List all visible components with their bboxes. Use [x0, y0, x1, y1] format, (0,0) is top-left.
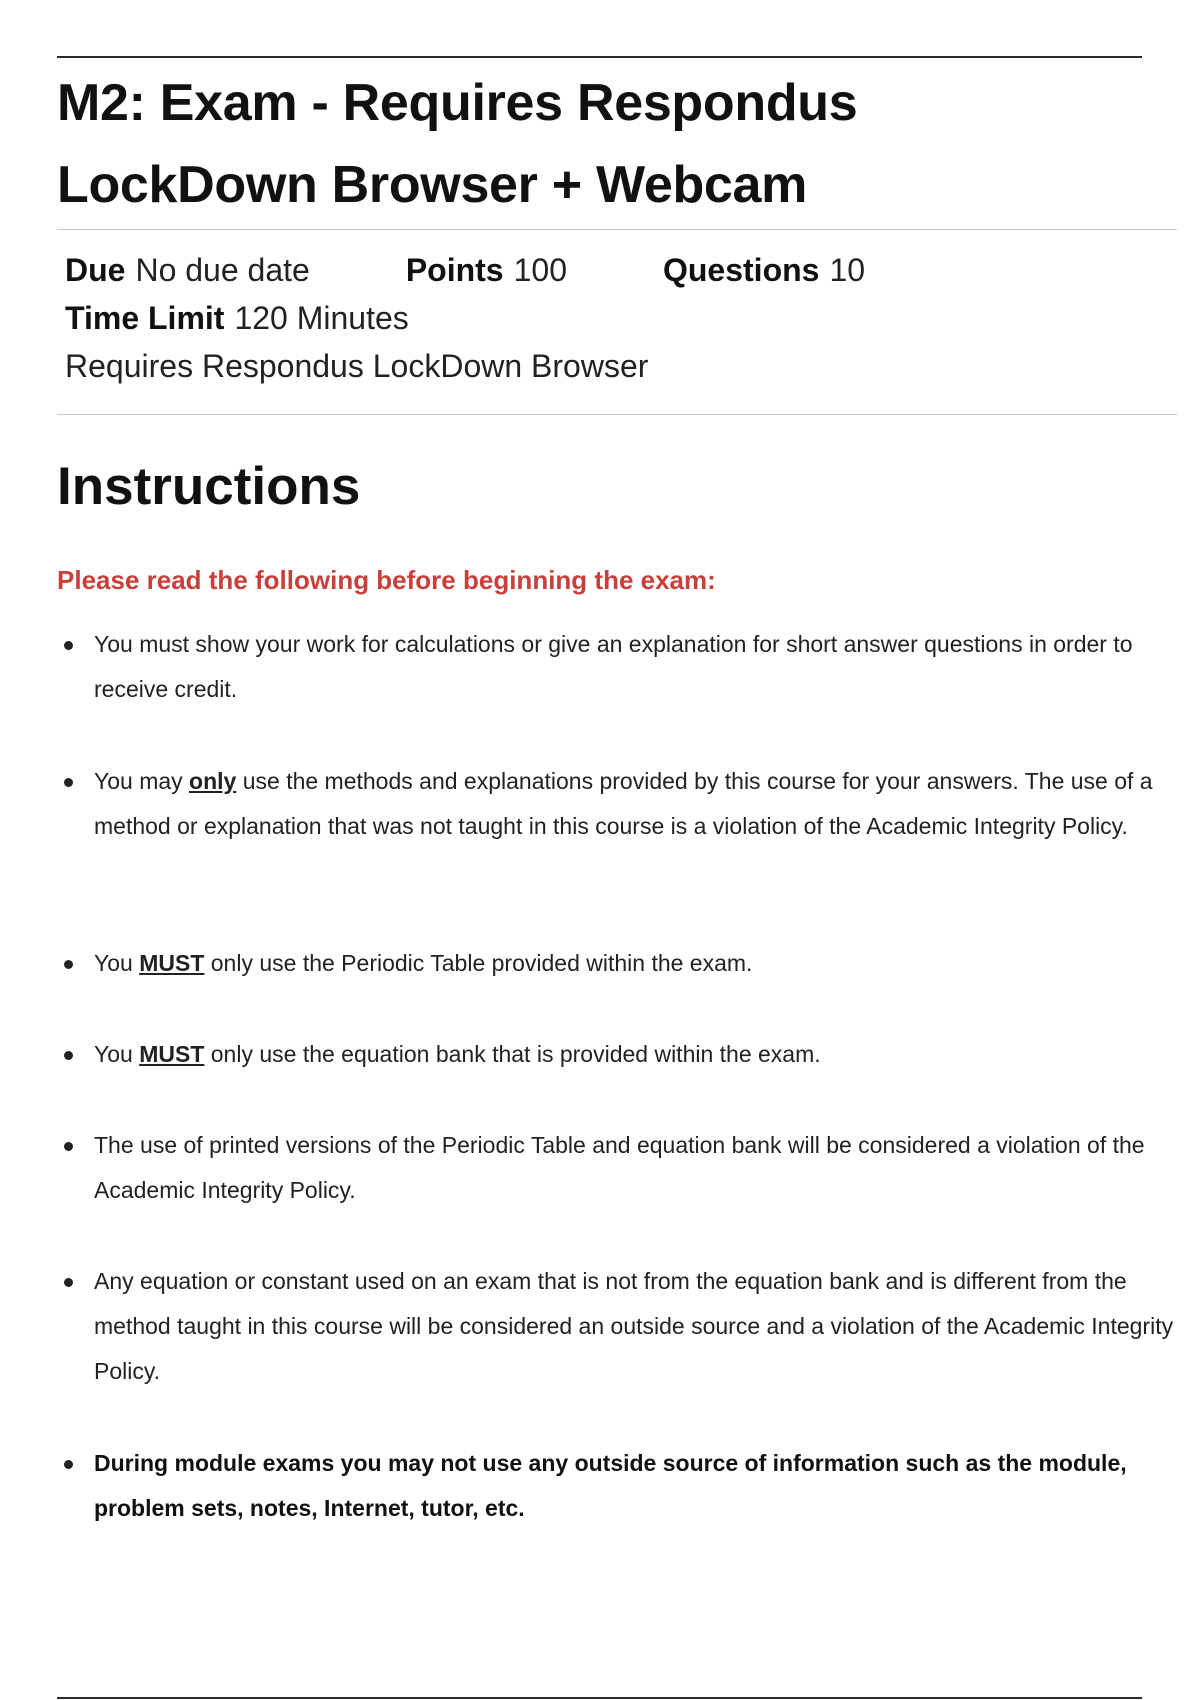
list-item [57, 941, 1177, 986]
list-item-text: You must show your work for calculations or give an explanation for short answer questions in order to receive credit. [94, 631, 1133, 702]
questions-detail [663, 246, 865, 294]
time-limit-detail [65, 294, 409, 342]
emphasis-must: MUST [139, 1041, 205, 1067]
points-label: Points [405, 252, 504, 288]
list-item-text: Any equation or constant used on an exam that is not from the equation bank and is different from the method taught in this course will be considered an outside source and a violation of the Academic Integrity Policy. [94, 1268, 1174, 1384]
details-divider [57, 414, 1177, 415]
title-divider [57, 229, 1177, 230]
top-divider [57, 56, 1142, 58]
bullet-icon [64, 1460, 73, 1469]
list-item [57, 1032, 1177, 1077]
list-item-text: You may only use the methods and explanations provided by this course for your answers. The use of a method or explanation that was not taught in this course is a violation of the Academic Integrity Policy. [94, 768, 1153, 839]
instructions-intro: Please read the following before beginning the exam: [57, 565, 716, 595]
questions-label: Questions [662, 252, 820, 288]
details-row-1 [65, 246, 865, 294]
list-item [57, 622, 1177, 712]
instructions-heading: Instructions [57, 457, 361, 516]
details-row-3 [65, 342, 865, 390]
quiz-page [57, 0, 1177, 1700]
bottom-divider [57, 1697, 1142, 1699]
list-item-text: You MUST only use the equation bank that is provided within the exam. [94, 1041, 821, 1067]
emphasis-only: only [189, 768, 237, 794]
list-item-text: You MUST only use the Periodic Table provided within the exam. [94, 950, 753, 976]
bullet-icon [64, 1051, 73, 1060]
list-item-text: During module exams you may not use any outside source of information such as the module, problem sets, notes, Internet, tutor, etc. [94, 1450, 1127, 1521]
time-limit-value: 120 Minutes [234, 300, 409, 336]
list-item [57, 1441, 1177, 1531]
page-title: M2: Exam - Requires Respondus LockDown Browser + Webcam [57, 74, 858, 214]
time-limit-label: Time Limit [65, 300, 225, 336]
due-value: No due date [135, 252, 310, 288]
details-row-2 [65, 294, 865, 342]
points-detail [406, 246, 567, 294]
list-item [57, 759, 1177, 849]
bullet-icon [64, 1278, 73, 1287]
lockdown-requirement: Requires Respondus LockDown Browser [65, 348, 649, 384]
list-item-text: The use of printed versions of the Periodic Table and equation bank will be considered a violation of the Academic Integrity Policy. [94, 1132, 1145, 1203]
bullet-icon [64, 1142, 73, 1151]
points-value: 100 [513, 252, 567, 288]
due-detail [65, 246, 310, 294]
list-item [57, 1259, 1177, 1394]
due-label: Due [65, 252, 126, 288]
emphasis-must: MUST [139, 950, 205, 976]
list-item [57, 1123, 1177, 1213]
bullet-icon [64, 778, 73, 787]
bullet-icon [64, 641, 73, 650]
bullet-icon [64, 960, 73, 969]
quiz-details [65, 246, 865, 390]
questions-value: 10 [829, 252, 866, 288]
